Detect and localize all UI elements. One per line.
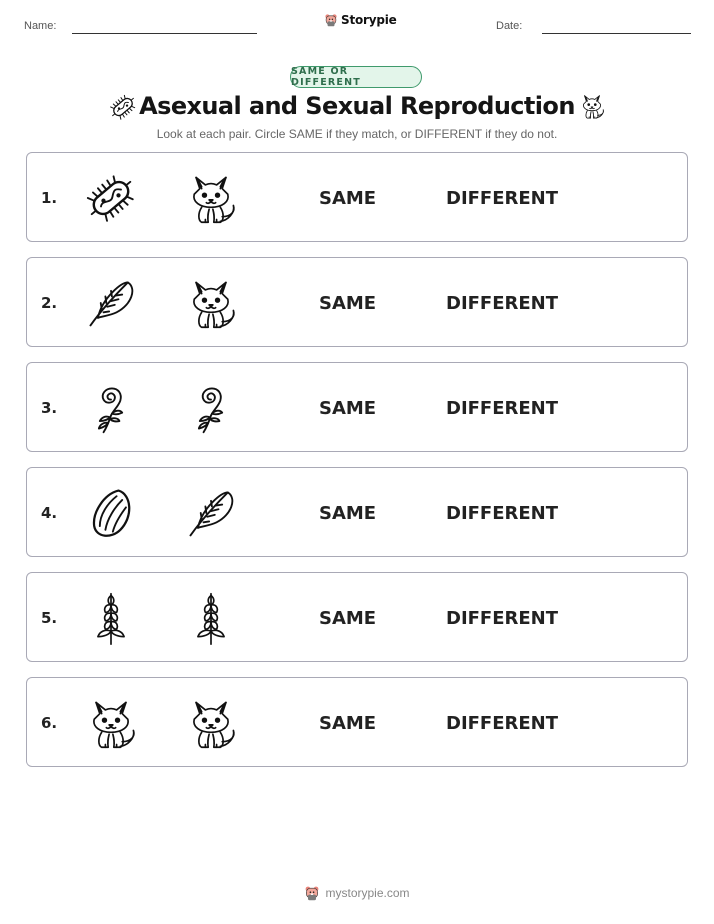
fox-cub-icon <box>183 170 239 226</box>
fox-cub-icon <box>183 275 239 331</box>
storypie-mascot-icon <box>304 884 320 902</box>
question-row <box>26 257 688 347</box>
brand-name: Storypie <box>341 13 397 27</box>
question-number: 1. <box>41 189 58 207</box>
same-option[interactable]: SAME <box>319 188 377 209</box>
same-option[interactable]: SAME <box>319 293 377 314</box>
different-option[interactable]: DIFFERENT <box>446 398 559 419</box>
footer-url: mystorypie.com <box>325 886 410 900</box>
fox-cub-icon <box>83 695 139 751</box>
question-number: 5. <box>41 609 58 627</box>
fern-fiddlehead-icon <box>83 380 139 436</box>
bacterium-icon <box>83 170 139 226</box>
question-number: 4. <box>41 504 58 522</box>
same-option[interactable]: SAME <box>319 398 377 419</box>
page-title: Asexual and Sexual Reproduction <box>139 92 575 120</box>
question-number: 3. <box>41 399 58 417</box>
question-number: 2. <box>41 294 58 312</box>
different-option[interactable]: DIFFERENT <box>446 503 559 524</box>
different-option[interactable]: DIFFERENT <box>446 713 559 734</box>
seed-icon <box>83 485 139 541</box>
question-row <box>26 572 688 662</box>
worksheet-header <box>0 0 714 50</box>
activity-type-badge: SAME OR DIFFERENT <box>290 66 422 88</box>
feather-icon <box>83 275 139 331</box>
wheat-icon <box>83 590 139 646</box>
footer <box>0 884 714 902</box>
question-row <box>26 467 688 557</box>
feather-icon <box>183 485 239 541</box>
fox-cub-icon <box>578 90 606 122</box>
question-row <box>26 677 688 767</box>
same-option[interactable]: SAME <box>319 713 377 734</box>
different-option[interactable]: DIFFERENT <box>446 188 559 209</box>
question-row <box>26 362 688 452</box>
wheat-icon <box>183 590 239 646</box>
date-line[interactable] <box>542 33 691 34</box>
name-label: Name: <box>24 20 57 32</box>
instructions: Look at each pair. Circle SAME if they match, or DIFFERENT if they do not. <box>156 127 558 141</box>
same-option[interactable]: SAME <box>319 503 377 524</box>
question-row <box>26 152 688 242</box>
different-option[interactable]: DIFFERENT <box>446 293 559 314</box>
date-label: Date: <box>496 20 523 32</box>
same-option[interactable]: SAME <box>319 608 377 629</box>
storypie-mascot-icon <box>324 12 338 28</box>
fern-fiddlehead-icon <box>183 380 239 436</box>
name-line[interactable] <box>72 33 257 34</box>
different-option[interactable]: DIFFERENT <box>446 608 559 629</box>
question-number: 6. <box>41 714 58 732</box>
brand <box>324 12 397 28</box>
fox-cub-icon <box>183 695 239 751</box>
